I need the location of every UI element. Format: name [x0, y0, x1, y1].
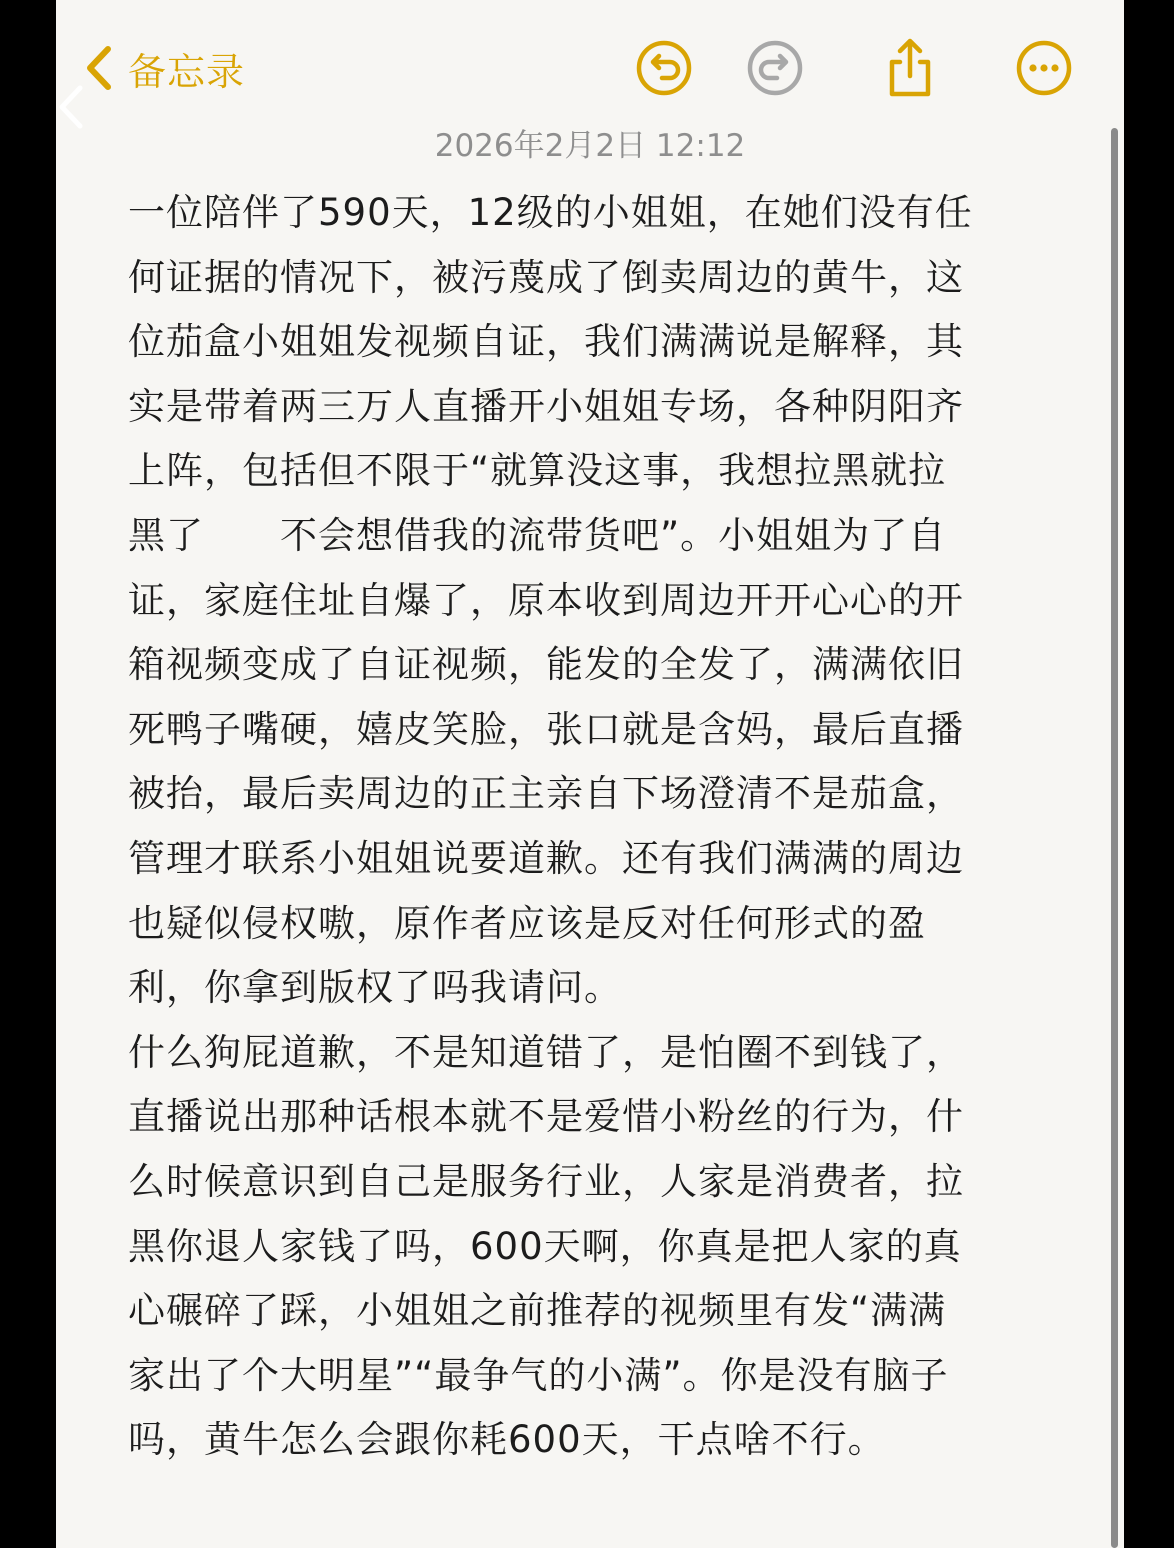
redo-icon: [743, 36, 807, 100]
redo-button[interactable]: [743, 36, 807, 100]
note-line: 吗，黄牛怎么会跟你耗600天，干点啥不行。: [128, 1418, 886, 1462]
note-line: 证，家庭住址自爆了，原本收到周边开开心心的开: [128, 578, 964, 622]
note-text-body[interactable]: [128, 181, 1038, 1473]
note-line: 管理才联系小姐姐说要道歉。还有我们满满的周边: [128, 836, 964, 880]
note-line: 上阵，包括但不限于“就算没这事，我想拉黑就拉: [128, 449, 947, 493]
undo-button[interactable]: [632, 36, 696, 100]
note-line: 家出了个大明星”“最争气的小满”。你是没有脑子: [128, 1353, 949, 1397]
note-line: 被抬，最后卖周边的正主亲自下场澄清不是茄盒，: [128, 772, 964, 816]
note-line: 实是带着两三万人直播开小姐姐专场，各种阴阳齐: [128, 384, 964, 428]
note-line: 黑了 不会想借我的流带货吧”。小姐姐为了自: [128, 513, 947, 557]
note-line: 黑你退人家钱了吗，600天啊，你真是把人家的真: [128, 1224, 962, 1268]
note-line: 一位陪伴了590天，12级的小姐姐，在她们没有任: [128, 191, 973, 234]
share-button[interactable]: [878, 36, 942, 100]
note-line: 箱视频变成了自证视频，能发的全发了，满满依旧: [128, 643, 964, 687]
more-ellipsis-icon: [1012, 36, 1076, 100]
note-line: 直播说出那种话根本就不是爱惜小粉丝的行为，什: [128, 1095, 964, 1139]
note-line: 何证据的情况下，被污蔑成了倒卖周边的黄牛，这: [128, 255, 964, 299]
note-line: 心碾碎了踩，小姐姐之前推荐的视频里有发“满满: [128, 1289, 947, 1333]
back-to-notes-button[interactable]: [84, 36, 245, 100]
notes-screen: [56, 0, 1124, 1548]
note-line: 么时候意识到自己是服务行业，人家是消费者，拉: [128, 1159, 964, 1203]
note-line: 死鸭子嘴硬，嬉皮笑脸，张口就是含妈，最后直播: [128, 707, 964, 751]
undo-icon: [632, 36, 696, 100]
note-line: 也疑似侵权嗷，原作者应该是反对任何形式的盈: [128, 901, 926, 945]
more-options-button[interactable]: [1012, 36, 1076, 100]
note-timestamp: 2026年2月2日 12:12: [434, 128, 746, 164]
note-line: 什么狗屁道歉，不是知道错了，是怕圈不到钱了，: [128, 1030, 964, 1074]
chevron-left-icon: [84, 45, 114, 91]
back-button-label: 备忘录: [128, 49, 246, 94]
note-line: 利，你拿到版权了吗我请问。: [128, 966, 622, 1010]
note-line: 位茄盒小姐姐发视频自证，我们满满说是解释，其: [128, 320, 964, 364]
scrollbar[interactable]: [1111, 128, 1118, 1548]
share-icon: [878, 36, 942, 100]
